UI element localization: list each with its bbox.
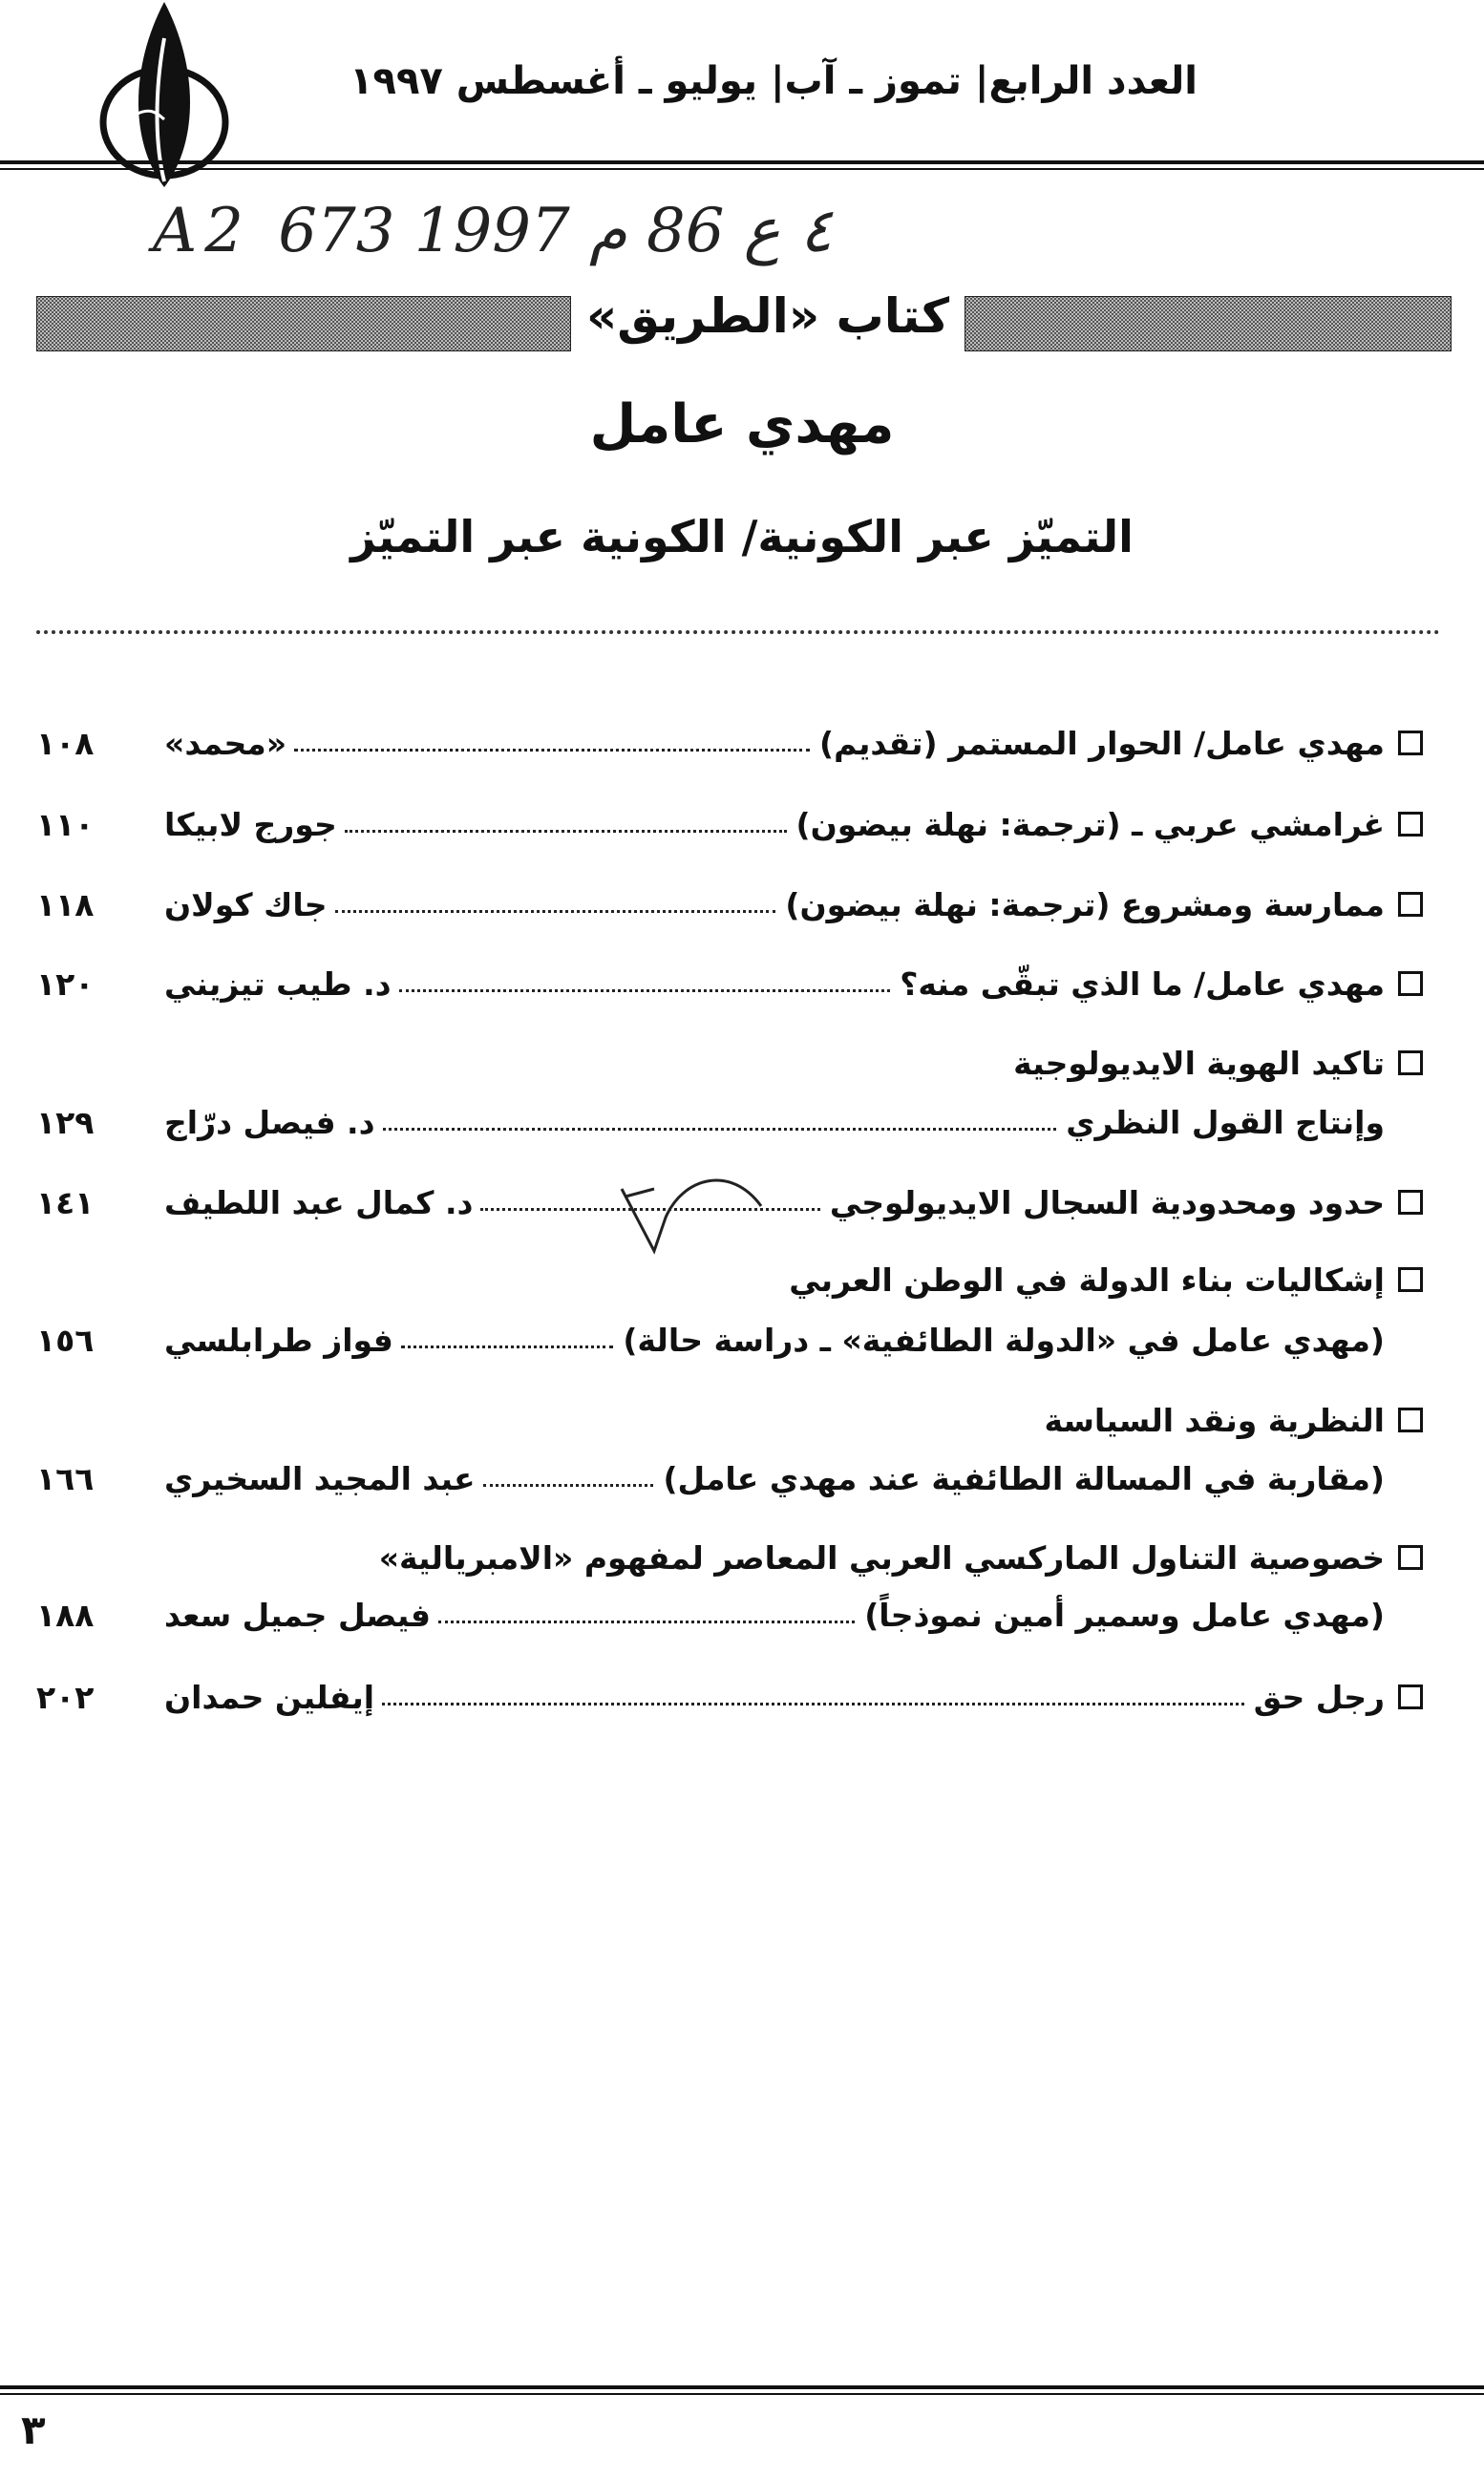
dot-leader	[438, 1621, 855, 1623]
checkbox-icon	[1398, 812, 1423, 837]
toc-entry	[36, 717, 1423, 769]
issue-line: العدد الرابع| تموز ـ آب| يوليو ـ أغسطس ١٩٩٧	[350, 59, 1198, 103]
toc-page-number: ١٦٦	[36, 1459, 95, 1497]
toc-page-number: ١١٨	[36, 885, 95, 923]
toc-page-number: ١٨٨	[36, 1596, 95, 1634]
toc-page-number: ١٠٨	[36, 724, 95, 762]
toc-author: جاك كولان	[164, 885, 328, 923]
dot-leader	[335, 910, 776, 913]
main-title: مهدي عامل	[589, 393, 895, 456]
checkbox-icon	[1398, 731, 1423, 755]
toc-author: إيفلين حمدان	[164, 1678, 375, 1716]
toc-title: رجل حق	[1253, 1678, 1385, 1716]
toc-page-number: ١٥٦	[36, 1321, 95, 1359]
toc-entry	[36, 1589, 1423, 1641]
toc-title: (مقاربة في المسالة الطائفية عند مهدي عامل)	[663, 1459, 1385, 1497]
toc-entry	[36, 958, 1423, 1009]
checkbox-icon	[1398, 1408, 1423, 1432]
dot-leader	[383, 1128, 1057, 1131]
toc-entry	[36, 798, 1423, 850]
toc-title: مهدي عامل/ ما الذي تبقّى منه؟	[900, 964, 1385, 1003]
toc-title: (مهدي عامل وسمير أمين نموذجاً)	[864, 1596, 1385, 1634]
handwritten-catalog-note: A2 ٤ ع 86 م 1997 673	[153, 196, 833, 266]
header-rule-thin	[0, 168, 1484, 170]
checkbox-icon	[1398, 1267, 1423, 1292]
toc-entry-heading	[36, 1394, 1423, 1446]
checkbox-icon	[1398, 1050, 1423, 1075]
toc-author: جورج لابيكا	[164, 805, 337, 843]
toc-page-number: ١١٠	[36, 805, 95, 843]
toc-entry	[36, 879, 1423, 930]
dot-leader	[483, 1484, 654, 1487]
handwritten-pen-mark	[616, 1160, 769, 1265]
checkbox-icon	[1398, 1190, 1423, 1215]
toc-title: وإنتاج القول النظري	[1066, 1103, 1385, 1141]
toc-heading: إشكاليات بناء الدولة في الوطن العربي	[789, 1261, 1385, 1299]
dotted-separator	[36, 630, 1440, 634]
section-title: كتاب «الطريق»	[585, 288, 950, 344]
toc-entry	[36, 1314, 1423, 1366]
checkbox-icon	[1398, 1684, 1423, 1709]
toc-title: ممارسة ومشروع (ترجمة: نهلة بيضون)	[785, 885, 1385, 923]
toc-author: د. طيب تيزيني	[164, 964, 392, 1003]
checkbox-icon	[1398, 1545, 1423, 1570]
toc-heading: خصوصية التناول الماركسي العربي المعاصر لمفهوم «الامبريالية»	[378, 1538, 1385, 1577]
dot-leader	[294, 749, 810, 752]
toc-author: فواز طرابلسي	[164, 1321, 393, 1359]
toc-author: عبد المجيد السخيري	[164, 1459, 476, 1497]
header-rule	[0, 160, 1484, 164]
toc-entry-heading	[36, 1037, 1423, 1089]
toc-page-number: ١٢٩	[36, 1103, 95, 1141]
dot-leader	[382, 1703, 1244, 1706]
toc-author: فيصل جميل سعد	[164, 1596, 432, 1634]
dot-leader	[399, 989, 891, 992]
toc-heading: النظرية ونقد السياسة	[1044, 1401, 1385, 1439]
toc-title: مهدي عامل/ الحوار المستمر (تقديم)	[818, 724, 1385, 762]
toc-entry	[36, 1452, 1423, 1504]
page-number: ٣	[21, 2406, 46, 2453]
toc-author: «محمد»	[164, 724, 287, 762]
sub-title: التميّز عبر الكونية/ الكونية عبر التميّز	[350, 511, 1134, 562]
toc-page-number: ١٤١	[36, 1183, 95, 1221]
footer-rule	[0, 2385, 1484, 2389]
toc-entry	[36, 1096, 1423, 1148]
toc-author: د. كمال عبد اللطيف	[164, 1183, 474, 1221]
toc-title: (مهدي عامل في «الدولة الطائفية» ـ دراسة حالة)	[623, 1321, 1385, 1359]
toc-page-number: ١٢٠	[36, 964, 95, 1003]
toc-title: غرامشي عربي ـ (ترجمة: نهلة بيضون)	[795, 805, 1385, 843]
toc-entry-heading	[36, 1532, 1423, 1583]
footer-rule-thin	[0, 2393, 1484, 2395]
dot-leader	[345, 830, 787, 833]
section-band-right	[965, 296, 1452, 351]
toc-entry	[36, 1671, 1423, 1723]
checkbox-icon	[1398, 971, 1423, 996]
checkbox-icon	[1398, 892, 1423, 917]
toc-title: حدود ومحدودية السجال الايديولوجي	[829, 1183, 1385, 1221]
toc-heading: تاكيد الهوية الايديولوجية	[1013, 1044, 1385, 1082]
section-band-left	[36, 296, 571, 351]
toc-author: د. فيصل درّاج	[164, 1103, 375, 1141]
toc-page-number: ٢٠٢	[36, 1678, 95, 1716]
dot-leader	[401, 1345, 613, 1348]
leaf-emblem-icon	[88, 0, 241, 205]
